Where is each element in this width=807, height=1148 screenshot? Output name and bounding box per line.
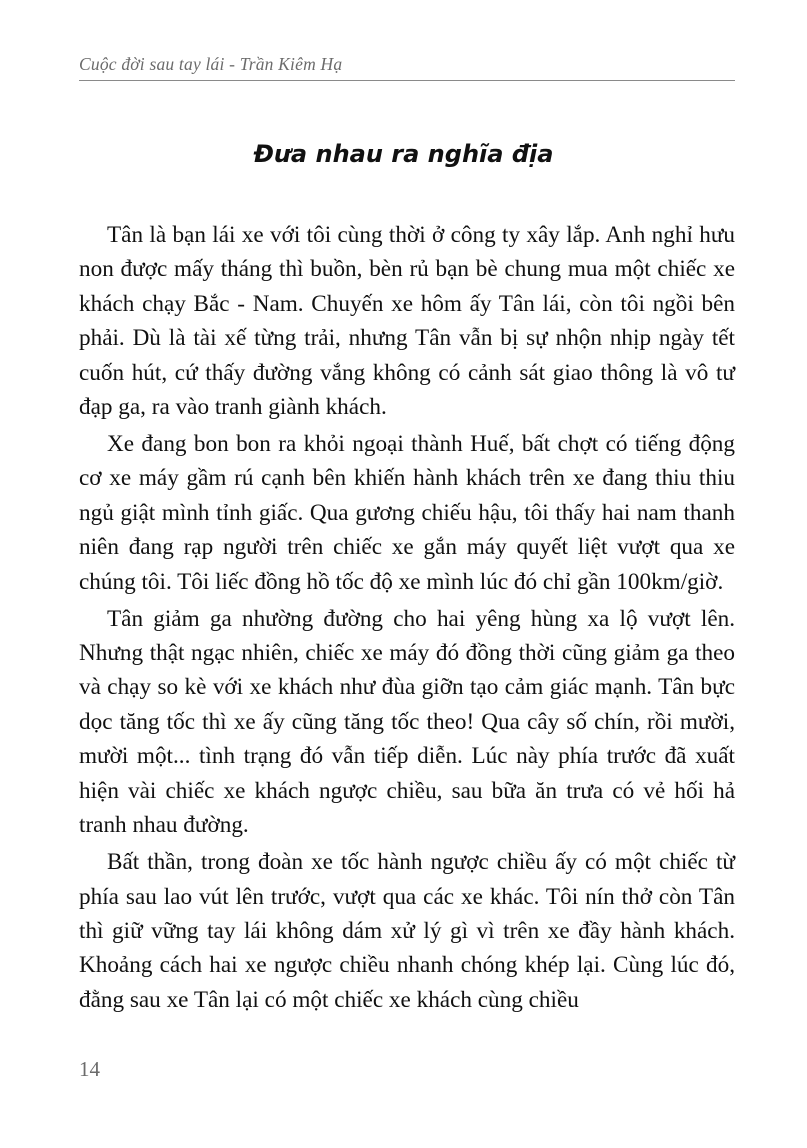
running-header: Cuộc đời sau tay lái - Trần Kiêm Hạ bbox=[79, 54, 343, 74]
paragraph: Tân là bạn lái xe với tôi cùng thời ở công ty xây lắp. Anh nghỉ hưu non được mấy tháng thì buồn, bèn rủ bạn bè chung mua một chiếc xe khách chạy Bắc - Nam. Chuyến xe hôm ấy Tân lái, còn tôi ngồi bên phải. Dù là tài xế từng trải, nhưng Tân vẫn bị sự nhộn nhịp ngày tết cuốn hút, cứ thấy đường vắng không có cảnh sát giao thông là vô tư đạp ga, ra vào tranh giành khách. bbox=[79, 222, 735, 421]
page-number: 14 bbox=[79, 1057, 100, 1081]
paragraph: Xe đang bon bon ra khỏi ngoại thành Huế, bất chợt có tiếng động cơ xe máy gầm rú cạnh bên khiến hành khách trên xe đang thiu thiu ngủ giật mình tỉnh giấc. Qua gương chiếu hậu, tôi thấy hai nam thanh niên đang rạp người trên chiếc xe gắn máy quyết liệt vượt qua xe chúng tôi. Tôi liếc đồng hồ tốc độ xe mình lúc đó chỉ gần 100km/giờ. bbox=[79, 431, 735, 595]
paragraph: Tân giảm ga nhường đường cho hai yêng hùng xa lộ vượt lên. Nhưng thật ngạc nhiên, chiếc xe máy đó đồng thời cũng giảm ga theo và chạy so kè với xe khách như đùa giỡn tạo cảm giác mạnh. Tân bực dọc tăng tốc thì xe ấy cũng tăng tốc theo! Qua cây số chín, rồi mười, mười một... tình trạng đó vẫn tiếp diễn. Lúc này phía trước đã xuất hiện vài chiếc xe khách ngược chiều, sau bữa ăn trưa có vẻ hối hả tranh nhau đường. bbox=[79, 605, 735, 839]
paragraph: Bất thần, trong đoàn xe tốc hành ngược chiều ấy có một chiếc từ phía sau lao vút lên trước, vượt qua các xe khác. Tôi nín thở còn Tân thì giữ vững tay lái không dám xử lý gì vì trên xe đầy hành khách. Khoảng cách hai xe ngược chiều nhanh chóng khép lại. Cùng lúc đó, đằng sau xe Tân lại có một chiếc xe khách cùng chiều bbox=[79, 849, 735, 1013]
body-text bbox=[79, 218, 735, 1020]
header-rule bbox=[79, 80, 735, 81]
chapter-title: Đưa nhau ra nghĩa địa bbox=[253, 140, 554, 168]
